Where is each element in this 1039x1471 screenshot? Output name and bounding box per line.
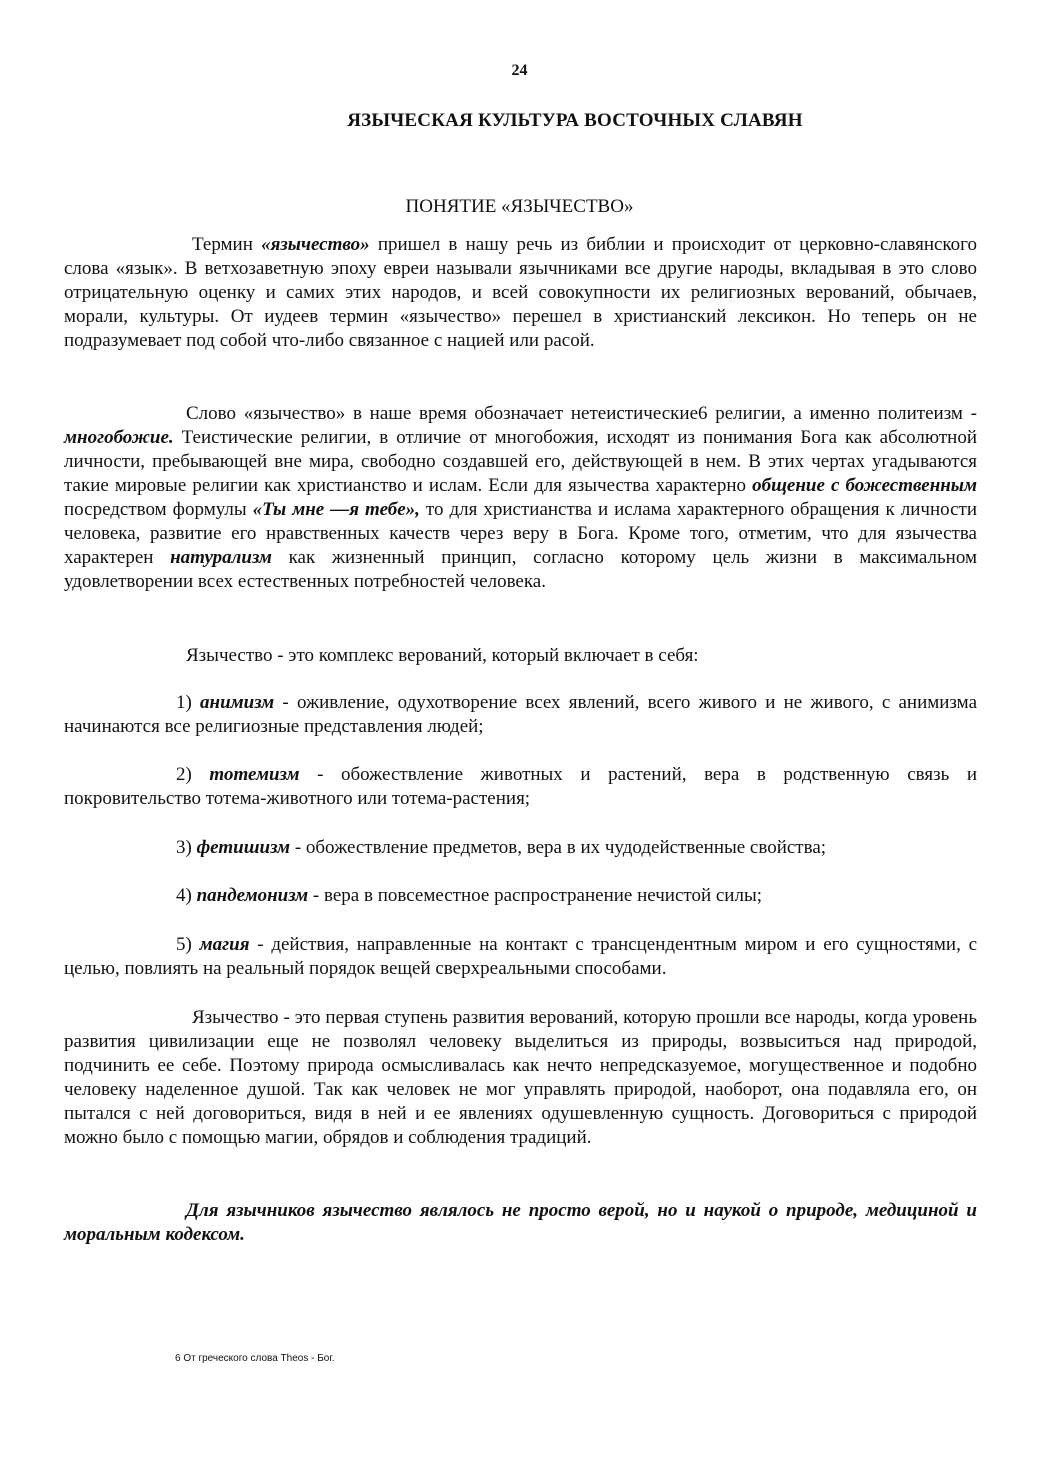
list-number: 4) (176, 885, 197, 906)
list-item-text: - вера в повсеместное распространение нечистой силы; (308, 885, 762, 906)
emphasis-term: магия (199, 934, 250, 955)
list-item (64, 884, 977, 908)
list-intro-text: Язычество - это комплекс верований, который включает в себя: (186, 645, 699, 666)
emphasis-term: «Ты мне —я тебе», (252, 499, 420, 520)
emphasis-term: фетишизм (196, 837, 291, 858)
page-number: 24 (511, 62, 528, 79)
list-item (64, 933, 977, 981)
list-item (64, 763, 977, 811)
text-run: как жизненный принцип, согласно которому цель жизни в максимальном удовлетворении всех естественных потребностей человека. (64, 547, 977, 592)
emphasis-term: натурализм (170, 547, 272, 568)
paragraph-first-stage (64, 1006, 977, 1150)
list-number: 2) (176, 764, 210, 785)
paragraph-text: Язычество - это первая ступень развития верований, которую прошли все народы, когда уровень развития цивилизации еще не позволял человеку выделиться из природы, возвыситься над природой, подчинить ее себе. Поэтому природа осмысливалась как нечто непредсказуемое, могущественное и подобно человеку наделенное душой. Так как человек не мог управлять природой, наоборот, она подавляла его, он пытался с ней договориться, видя в ней и ее явлениях одушевленную сущность. Договориться с природой можно было с помощью магии, обрядов и соблюдения традиций. (64, 1007, 977, 1148)
list-item (64, 836, 977, 860)
emphasis-term: тотемизм (209, 764, 300, 785)
emphasis-term: «язычество» (261, 234, 370, 255)
emphasis-term: многобожие. (64, 427, 174, 448)
section-title: ПОНЯТИЕ «ЯЗЫЧЕСТВО» (405, 196, 634, 217)
list-item-text: - обожествление животных и растений, вера в родственную связь и покровительство тотема-животного или тотема-растения; (64, 764, 978, 809)
conclusion-text: Для язычников язычество являлось не просто верой, но и наукой о природе, медициной и моральным кодексом. (64, 1200, 977, 1245)
text-run: то для христианства и ислама характерного обращения к личности человека, развитие его нравственных качеств через веру в Бога. Кроме того, отметим, что для язычества характерен (64, 499, 978, 568)
list-number: 1) (176, 692, 201, 713)
text-run: пришел в нашу речь из библии и происходит от церковно-славянского слова «язык». В ветхозаветную эпоху евреи называли язычниками все другие народы, вкладывая в это слово отрицательную оценку и самих этих народов, и всей совокупности их религиозных верований, обычаев, морали, культуры. От иудеев термин «язычество» перешел в христианский лексикон. Но теперь он не подразумевает под собой что-либо связанное с нацией или расой. (64, 234, 978, 351)
emphasis-term: пандемонизм (196, 885, 309, 906)
footnote: 6 От греческого слова Theos - Бог. (175, 1353, 335, 1364)
paragraph-conclusion (64, 1199, 977, 1247)
emphasis-term: общение с божественным (752, 475, 977, 496)
paragraph-definition (64, 402, 977, 594)
list-item-text: - оживление, одухотворение всех явлений, всего живого и не живого, с анимизма начинаются все религиозные представления людей; (64, 692, 977, 737)
list-item-text: - обожествление предметов, вера в их чудодейственные свойства; (290, 837, 827, 858)
chapter-title: ЯЗЫЧЕСКАЯ КУЛЬТУРА ВОСТОЧНЫХ СЛАВЯН (347, 110, 803, 131)
list-item-text: - действия, направленные на контакт с трансцендентным миром и его сущностями, с целью, повлиять на реальный порядок вещей сверхреальными способами. (64, 934, 978, 979)
text-run: посредством формулы (64, 499, 253, 520)
paragraph-term-origin (64, 233, 977, 353)
paragraph-list-intro (64, 644, 977, 668)
text-run: Теистические религии, в отличие от многобожия, исходят из понимания Бога как абсолютной личности, пребывающей вне мира, свободно создавшей его, действующей в нем. В этих чертах угадываются такие мировые религии как христианство и ислам. Если для язычества характерно (64, 427, 977, 496)
list-number: 5) (176, 934, 200, 955)
text-run: Термин (192, 234, 262, 255)
emphasis-term: анимизм (200, 692, 275, 713)
list-number: 3) (176, 837, 197, 858)
list-item (64, 691, 977, 739)
text-run: Слово «язычество» в наше время обозначает нетеистические6 религии, а именно политеизм - (186, 403, 977, 424)
